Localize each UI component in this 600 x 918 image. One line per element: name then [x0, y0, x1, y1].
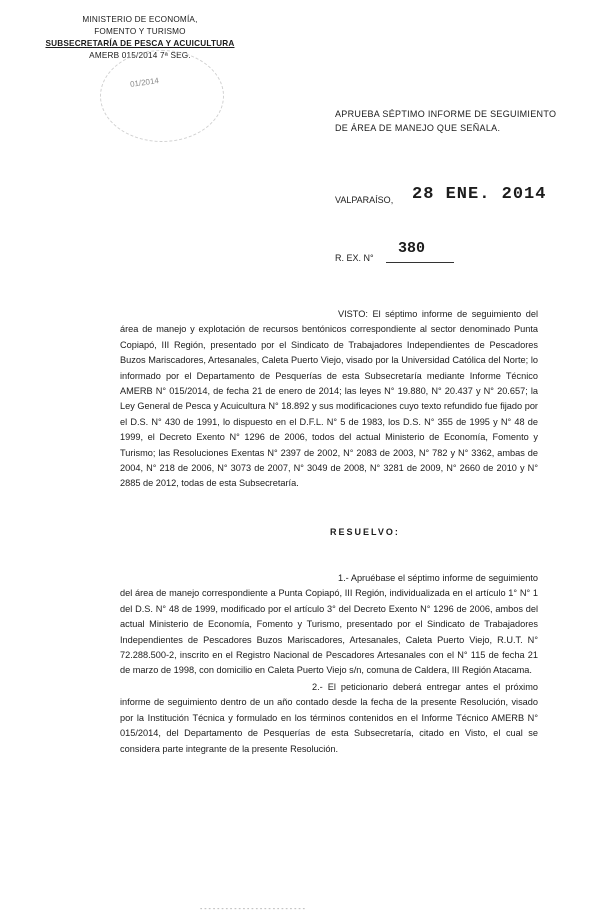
official-stamp	[100, 50, 224, 142]
page-footer-marks: - - - - - - - - - - - - - - - - - - - - - - - - -	[200, 906, 305, 913]
document-date: 28 ENE. 2014	[412, 185, 547, 204]
stamp-date: 01/2014	[129, 76, 160, 89]
subsecretaria-line: SUBSECRETARÍA DE PESCA Y ACUICULTURA	[45, 39, 235, 48]
exenta-underline	[386, 262, 454, 263]
resuelvo-heading: RESUELVO:	[330, 527, 400, 537]
reference-line: AMERB 015/2014 7ª SEG.	[89, 51, 191, 60]
visto-paragraph: VISTO: El séptimo informe de seguimiento del área de manejo y explotación de recursos bentónicos correspondiente al sector denominado Punta Copiapó, III Región, presentado por el Sindicato de Trabajadores Independientes de Pescadores Buzos Mariscadores, Artesanales, Caleta Puerto Viejo, visado por la Universidad Católica del Norte; lo informado por el Departamento de Pesquerías de esta Subsecretaría mediante Informe Técnico AMERB N° 015/2014, de fecha 21 de enero de 2014; las leyes N° 19.880, N° 20.437 y N° 20.657; la Ley General de Pesca y Acuicultura N° 18.892 y sus modificaciones cuyo texto refundido fue fijado por el D.S. N° 430 de 1991, lo dispuesto en el D.F.L. N° 5 de 1983, los D.S. N° 355 de 1995 y N° 48 de 1999, el Decreto Exento N° 1296 de 2006, todos del actual Ministerio de Economía, Fomento y Turismo; las Resoluciones Exentas N° 2397 de 2002, N° 2083 de 2003, N° 782 y N° 3362, ambas de 2004, N° 218 de 2006, N° 3073 de 2007, N° 3049 de 2008, N° 3281 de 2009, N° 2660 de 2010 y N° 2885 de 2012, todas de esta Subsecretaría.	[120, 309, 538, 489]
subject-line: APRUEBA SÉPTIMO INFORME DE SEGUIMIENTO DE ÁREA DE MANEJO QUE SEÑALA.	[335, 109, 557, 133]
exenta-number: 380	[398, 240, 426, 257]
resolution-item-1: 1.- Apruébase el séptimo informe de seguimiento del área de manejo correspondiente a Punta Copiapó, III Región, individualizada en el artículo 1° N° 1 del D.S. N° 48 de 1999, modificado por el artículo 3° del Decreto Exento N° 1296 de 2006, ambos del actual Ministerio de Economía, Fomento y Turismo, presentado por el Sindicato de Trabajadores Independientes de Pescadores Buzos Mariscadores, Artesanales, Caleta Puerto Viejo, R.U.T. N° 72.288.500-2, inscrito en el Registro Nacional de Pescadores Artesanales con el N° 115 de fecha 21 de marzo de 1998, con domicilio en Caleta Puerto Viejo s/n, comuna de Caldera, III Región Atacama.	[120, 573, 538, 676]
exenta-label: R. EX. N°	[335, 253, 374, 263]
ministry-line: MINISTERIO DE ECONOMÍA,	[82, 15, 198, 24]
ministry-line-2: FOMENTO Y TURISMO	[94, 27, 186, 36]
resolution-item-2: 2.- El peticionario deberá entregar antes el próximo informe de seguimiento dentro de un año contado desde la fecha de la presente Resolución, visado por la Institución Técnica y formulado en los términos contenidos en el Informe Técnico AMERB N° 015/2014, del Departamento de Pesquerías de esta Subsecretaría, citado en Visto, el cual se considera parte integrante de la presente Resolución.	[120, 682, 538, 754]
place-label: VALPARAÍSO,	[335, 195, 394, 205]
